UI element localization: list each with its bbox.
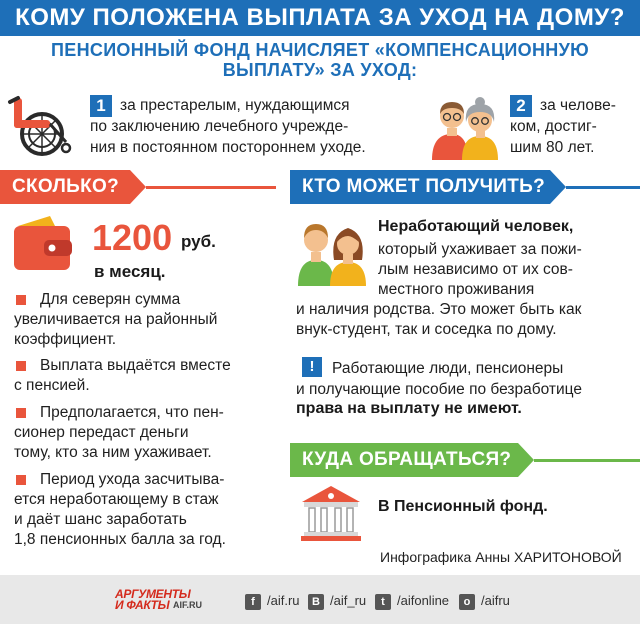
care-item-1-line-2: по заключению лечебного учрежде- xyxy=(90,118,349,135)
care-item-2-line-2: ком, достиг- xyxy=(510,118,597,135)
eligible-line-2: лым независимо от их сов- xyxy=(378,261,573,278)
aif-logo[interactable] xyxy=(115,588,219,612)
amount-note-3-line-1: Предполагается, что пен- xyxy=(40,404,224,421)
bullet-square xyxy=(16,295,26,305)
header-arrow xyxy=(518,443,534,477)
social-odnoklassniki-link[interactable] xyxy=(459,592,510,610)
amount-note-4-line-3: и даёт шанс заработать xyxy=(14,511,187,528)
section-header-amount: СКОЛЬКО? xyxy=(0,170,130,204)
bullet-square xyxy=(16,475,26,485)
elderly-couple-icon xyxy=(428,90,500,162)
bullet-square xyxy=(16,408,26,418)
section-header-where-to-apply: КУДА ОБРАЩАТЬСЯ? xyxy=(290,443,518,477)
number-badge-1: 1 xyxy=(90,95,112,117)
logo-line-2: И ФАКТЫ xyxy=(115,598,170,612)
amount-note-3-line-2: сионер передаст деньги xyxy=(14,424,189,441)
warning-line-1: Работающие люди, пенсионеры xyxy=(332,360,564,377)
social-facebook-link[interactable] xyxy=(245,592,300,610)
warning-mark: ! xyxy=(302,357,322,377)
eligible-line-1: который ухаживает за пожи- xyxy=(378,241,582,258)
subtitle xyxy=(0,40,640,80)
amount-note-4-line-1: Период ухода засчитыва- xyxy=(40,471,225,488)
payment-period: в месяц. xyxy=(94,262,166,281)
header-rule xyxy=(146,186,276,189)
header-arrow xyxy=(130,170,146,204)
odnoklassniki-icon: о xyxy=(459,594,475,610)
amount-note-1-line-3: коэффициент. xyxy=(14,331,117,348)
facebook-icon: f xyxy=(245,594,261,610)
payment-amount: 1200 xyxy=(92,217,173,258)
section-header-who-can-receive: КТО МОЖЕТ ПОЛУЧИТЬ? xyxy=(290,170,550,204)
bullet-square xyxy=(16,361,26,371)
social-vk-link[interactable] xyxy=(308,592,366,610)
apply-location: В Пенсионный фонд. xyxy=(378,498,548,515)
header-arrow xyxy=(550,170,566,204)
amount-note-4-line-2: ется неработающему в стаж xyxy=(14,491,219,508)
care-item-1-line-3: ния в постоянном постороннем уходе. xyxy=(90,139,366,156)
amount-note-2-line-1: Выплата выдаётся вместе xyxy=(40,357,231,374)
social-twitter-link[interactable] xyxy=(375,592,449,610)
care-item-2-line-3: шим 80 лет. xyxy=(510,139,595,156)
page-title: КОМУ ПОЛОЖЕНА ВЫПЛАТА ЗА УХОД НА ДОМУ? xyxy=(0,0,640,36)
payment-unit: руб. xyxy=(181,232,216,251)
warning-line-2: и получающие пособие по безработице xyxy=(296,381,583,398)
eligible-line-5: внук-студент, так и соседка по дому. xyxy=(296,321,557,338)
young-couple-icon xyxy=(296,214,368,286)
twitter-icon: t xyxy=(375,594,391,610)
facebook-handle: /aif.ru xyxy=(267,593,300,608)
infographic-credit: Инфографика Анны ХАРИТОНОВОЙ xyxy=(380,549,622,565)
wheelchair-icon xyxy=(6,92,72,158)
number-badge-2: 2 xyxy=(510,95,532,117)
header-rule xyxy=(534,459,640,462)
care-item-1-line-1: за престарелым, нуждающимся xyxy=(120,97,350,114)
odnoklassniki-handle: /aifru xyxy=(481,593,510,608)
subtitle-line-1: ПЕНСИОННЫЙ ФОНД НАЧИСЛЯЕТ «КОМПЕНСАЦИОННУЮ xyxy=(51,40,589,60)
care-item-2-line-1: за челове- xyxy=(540,97,616,114)
eligible-line-4: и наличия родства. Это может быть как xyxy=(296,301,582,318)
eligible-line-3: местного проживания xyxy=(378,281,535,298)
wallet-icon xyxy=(12,214,74,272)
amount-note-4-line-4: 1,8 пенсионных балла за год. xyxy=(14,531,226,548)
subtitle-line-2: ВЫПЛАТУ» ЗА УХОД: xyxy=(222,60,418,80)
logo-line-1: АРГУМЕНТЫ xyxy=(115,587,191,601)
vk-handle: /aif_ru xyxy=(330,593,367,608)
amount-note-2-line-2: с пенсией. xyxy=(14,377,90,394)
government-building-icon xyxy=(300,484,362,542)
amount-note-1-line-1: Для северян сумма xyxy=(40,291,181,308)
logo-domain: AIF.RU xyxy=(173,600,202,610)
twitter-handle: /aifonline xyxy=(397,593,450,608)
amount-note-3-line-3: тому, кто за ним ухаживает. xyxy=(14,444,212,461)
vk-icon: В xyxy=(308,594,324,610)
header-rule xyxy=(566,186,640,189)
warning-conclusion: права на выплату не имеют. xyxy=(296,400,522,417)
amount-note-1-line-2: увеличивается на районный xyxy=(14,311,218,328)
eligible-person-title: Неработающий человек, xyxy=(378,218,574,235)
